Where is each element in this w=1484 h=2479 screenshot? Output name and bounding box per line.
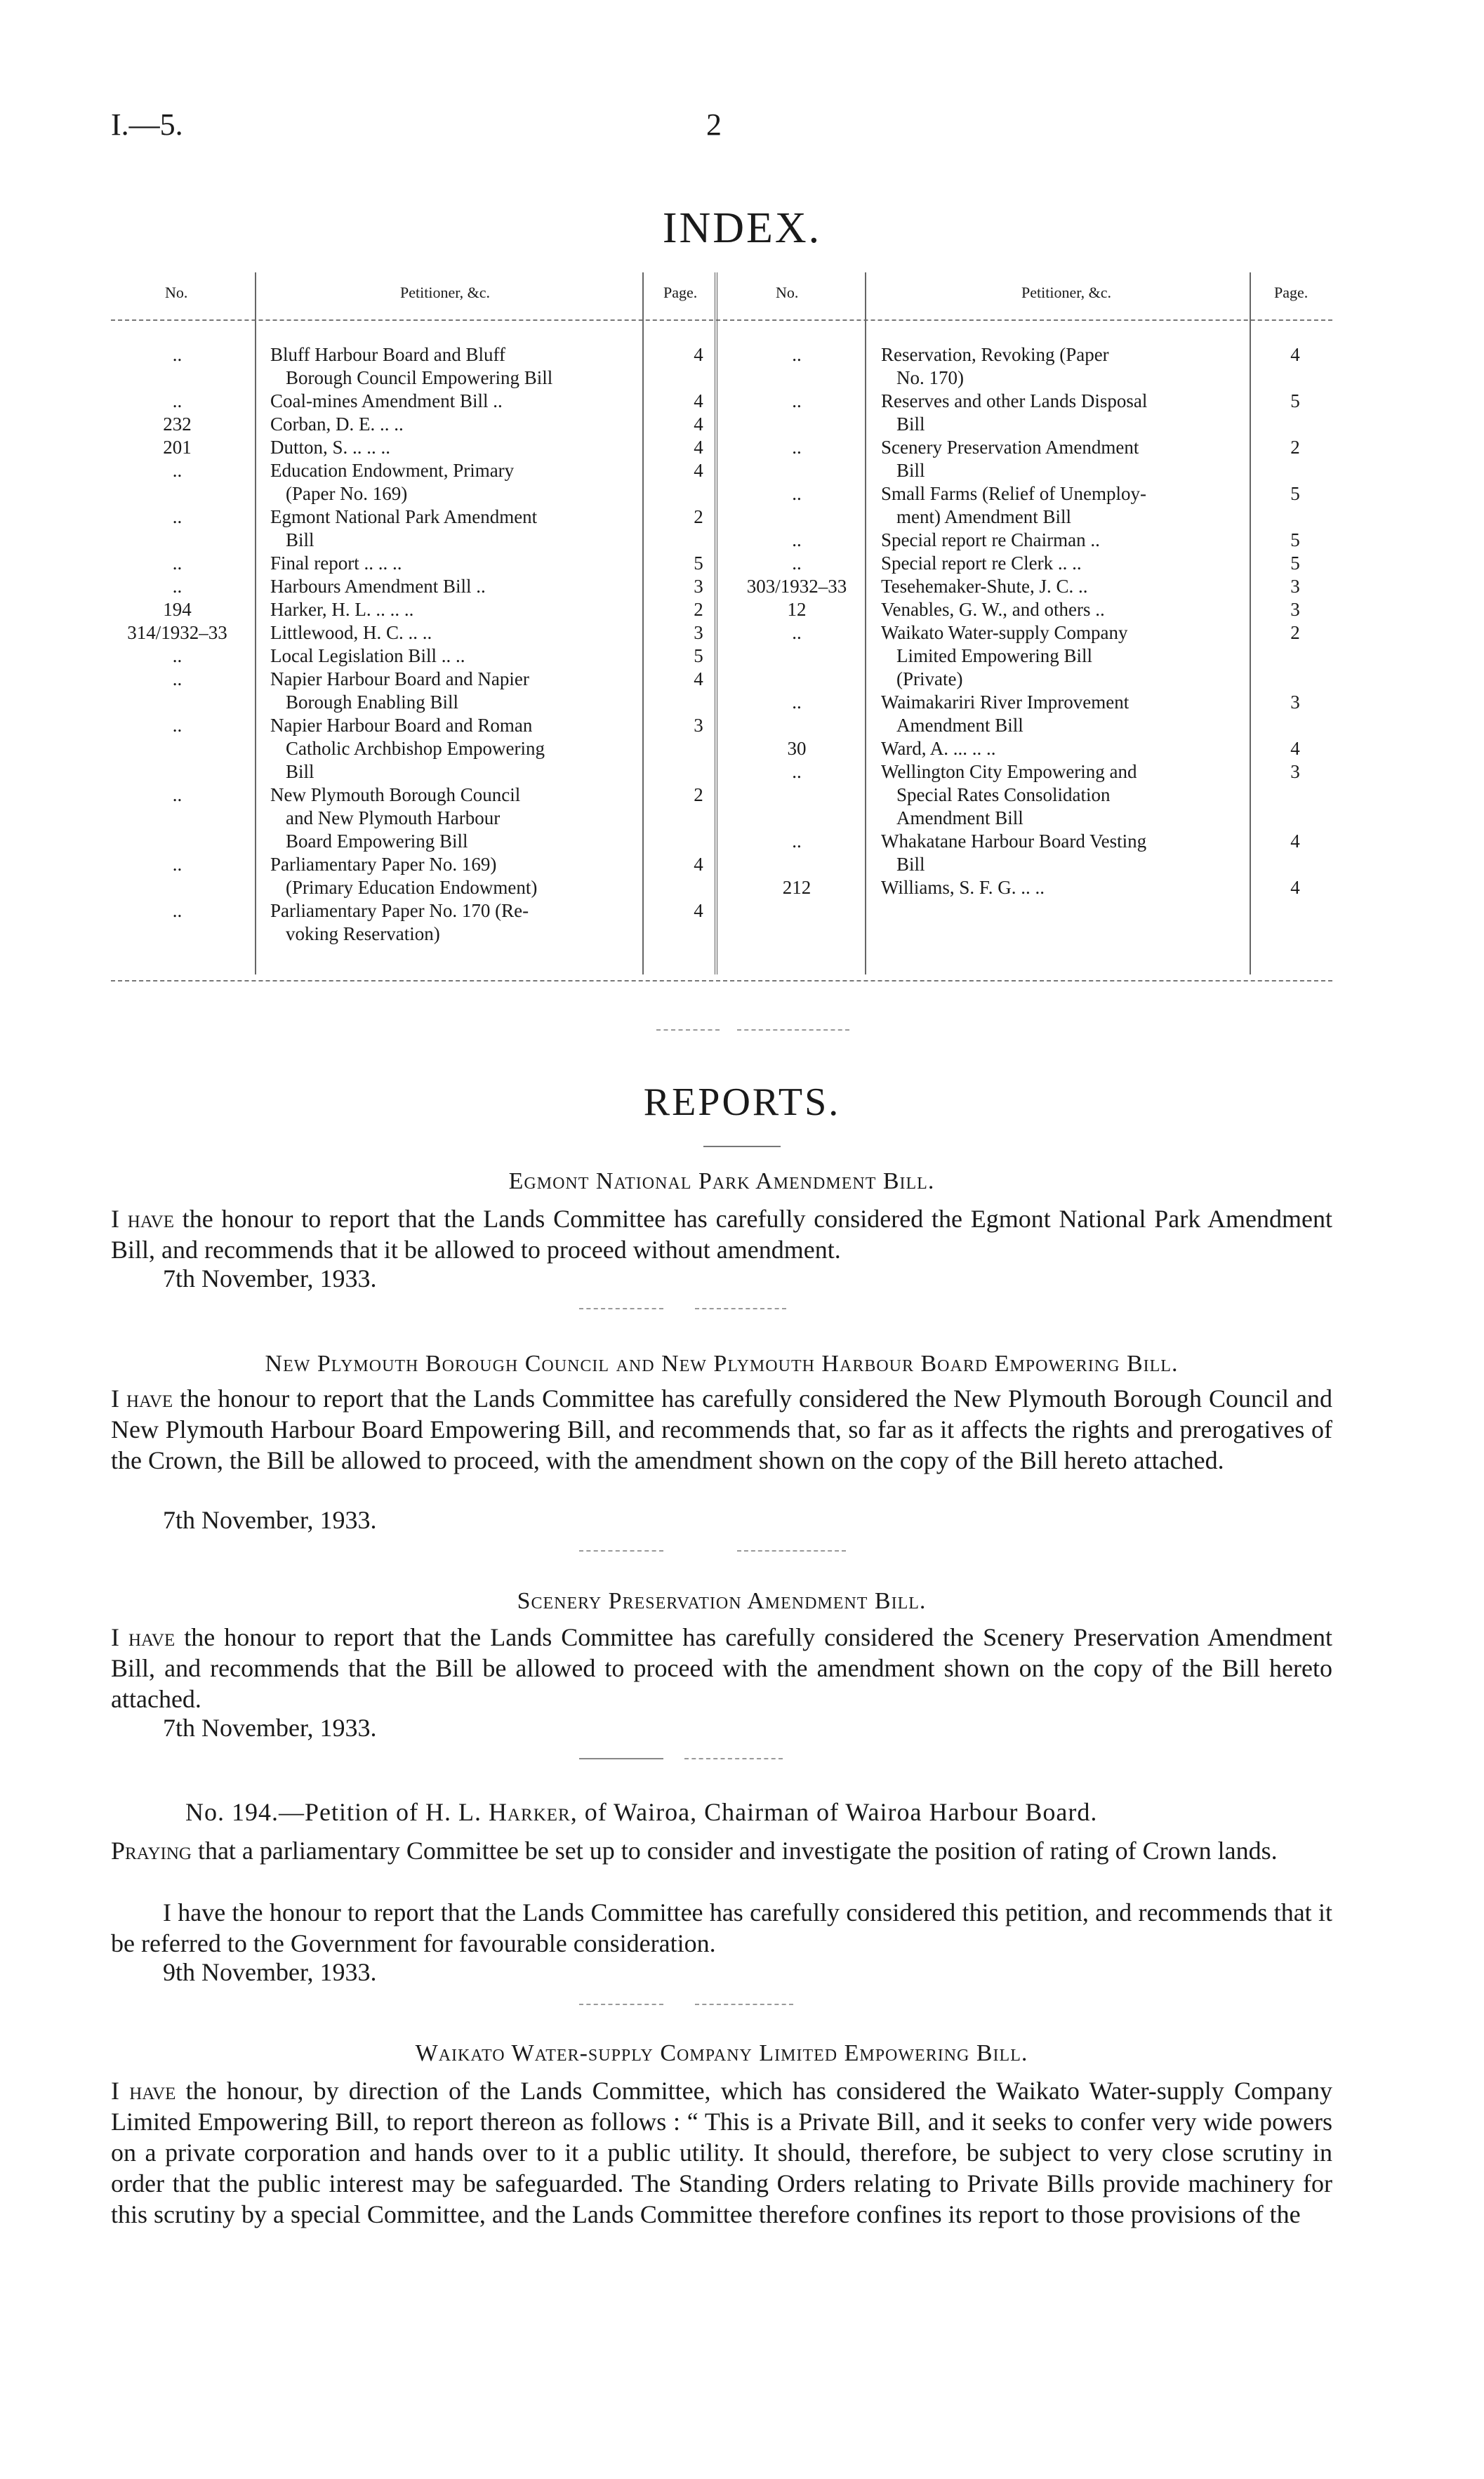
index-entry-number: .. — [172, 715, 183, 736]
index-entry-line: (Primary Education Endowment) — [286, 877, 538, 898]
index-row — [744, 876, 1323, 899]
index-entry-line: Reserves and other Lands Disposal — [881, 390, 1148, 411]
index-entry-petitioner — [881, 737, 1278, 760]
index-entry-petitioner — [881, 760, 1278, 830]
index-entry-number: 303/1932–33 — [746, 576, 847, 597]
index-entry-line: and New Plymouth Harbour — [286, 807, 501, 828]
index-entry-number: 314/1932–33 — [127, 622, 227, 643]
index-entry-page: 4 — [694, 460, 703, 481]
index-entry-number: .. — [792, 529, 802, 550]
index-entry-page: 5 — [1290, 553, 1300, 574]
separator — [579, 1758, 663, 1759]
index-entry-petitioner — [881, 691, 1278, 737]
index-entry-number: .. — [172, 645, 183, 666]
index-entry-line: Reservation, Revoking (Paper — [881, 344, 1109, 365]
index-entry-line: Amendment Bill — [896, 807, 1023, 828]
index-entry-line: Bill — [896, 414, 925, 435]
index-entry-page: 3 — [694, 576, 703, 597]
index-entry-petitioner — [270, 621, 741, 644]
index-entry-line: Board Empowering Bill — [286, 831, 468, 852]
index-bottom-rule — [111, 980, 1332, 981]
index-row — [744, 621, 1323, 691]
col-header-page: Page. — [663, 284, 698, 301]
reports-title: REPORTS. — [643, 1080, 841, 1124]
index-entry-line: Small Farms (Relief of Unemploy- — [881, 483, 1146, 504]
index-entry-petitioner — [881, 876, 1278, 899]
index-entry-petitioner — [270, 459, 741, 505]
index-entry-petitioner — [270, 436, 741, 459]
col-header-no: No. — [776, 284, 799, 301]
index-entry-number: .. — [172, 900, 183, 921]
index-entry-petitioner — [881, 830, 1278, 876]
index-entry-number: .. — [792, 390, 802, 411]
index-entry-page: 3 — [694, 622, 703, 643]
index-entry-line: Bluff Harbour Board and Bluff — [270, 344, 505, 365]
index-row — [744, 598, 1323, 621]
index-entry-number: .. — [792, 761, 802, 782]
index-column-headers — [116, 270, 741, 313]
index-row — [744, 482, 1323, 529]
index-entry-page: 3 — [1290, 761, 1300, 782]
report-heading-waikato: Waikato Water-supply Company Limited Empowering Bill. — [415, 2040, 1028, 2066]
index-entry-petitioner — [270, 413, 741, 436]
index-entry-number: .. — [792, 344, 802, 365]
document-reference: I.—5. — [111, 107, 183, 142]
index-entry-petitioner — [270, 714, 741, 784]
report-date-egmont: 7th November, 1933. — [163, 1264, 377, 1293]
index-left-column — [116, 270, 741, 944]
index-row — [116, 714, 741, 784]
index-entry-number: .. — [172, 784, 183, 805]
index-entry-petitioner — [270, 784, 741, 853]
index-entry-number: 212 — [782, 877, 811, 898]
index-entry-page: 5 — [1290, 529, 1300, 550]
separator — [695, 2004, 793, 2005]
index-entry-line: Parliamentary Paper No. 169) — [270, 854, 497, 875]
index-entry-line: Bill — [896, 460, 925, 481]
index-entry-line: Local Legislation Bill .. .. — [270, 645, 465, 666]
index-entry-line: Final report .. .. .. — [270, 553, 402, 574]
index-row — [116, 644, 741, 668]
index-entry-petitioner — [270, 668, 741, 714]
index-entry-number: .. — [172, 344, 183, 365]
index-entry-line: Egmont National Park Amendment — [270, 506, 538, 527]
separator — [684, 1758, 783, 1759]
index-entry-number: .. — [172, 390, 183, 411]
index-entry-petitioner — [881, 552, 1278, 575]
index-entry-number: .. — [792, 692, 802, 713]
index-entry-petitioner — [270, 343, 741, 390]
index-entry-line: Whakatane Harbour Board Vesting — [881, 831, 1147, 852]
index-entry-petitioner — [881, 343, 1278, 390]
index-rows-left — [116, 343, 741, 946]
index-entry-line: New Plymouth Borough Council — [270, 784, 521, 805]
index-row — [116, 343, 741, 390]
index-entry-petitioner — [270, 552, 741, 575]
separator — [579, 1550, 663, 1552]
index-entry-number: .. — [792, 831, 802, 852]
index-entry-line: Tesehemaker-Shute, J. C. .. — [881, 576, 1088, 597]
index-row — [116, 413, 741, 436]
index-entry-petitioner — [270, 575, 741, 598]
index-entry-line: Amendment Bill — [896, 715, 1023, 736]
index-entry-petitioner — [270, 598, 741, 621]
index-entry-number: 12 — [787, 599, 807, 620]
col-header-petitioner: Petitioner, &c. — [400, 284, 491, 301]
index-entry-page: 2 — [1290, 437, 1300, 458]
index-entry-number: .. — [172, 576, 183, 597]
index-row — [116, 505, 741, 552]
index-entry-page: 4 — [694, 344, 703, 365]
index-entry-page: 5 — [694, 645, 703, 666]
index-entry-line: Waikato Water-supply Company — [881, 622, 1128, 643]
index-entry-number: .. — [792, 622, 802, 643]
index-entry-line: Venables, G. W., and others .. — [881, 599, 1105, 620]
index-entry-number: .. — [172, 506, 183, 527]
index-row — [744, 529, 1323, 552]
index-header-rule — [111, 319, 1332, 321]
index-entry-petitioner — [270, 505, 741, 552]
index-entry-petitioner — [270, 390, 741, 413]
index-row — [116, 598, 741, 621]
index-entry-number: 194 — [163, 599, 192, 620]
index-row — [744, 390, 1323, 436]
index-row — [744, 760, 1323, 830]
index-row — [744, 691, 1323, 737]
report-body-egmont: I have the honour to report that the Lands Committee has carefully considered the Egmont National Park Amendment Bill, and recommends that it be allowed to proceed without amendment. — [111, 1205, 1332, 1264]
index-entry-line: Bill — [286, 529, 314, 550]
index-entry-line: Special report re Chairman .. — [881, 529, 1100, 550]
separator — [737, 1029, 849, 1031]
index-entry-page: 4 — [1290, 877, 1300, 898]
index-entry-page: 5 — [1290, 483, 1300, 504]
report-body-new-plymouth: I have the honour to report that the Lands Committee has carefully considered the New Plymouth Borough Council and New Plymouth Harbour Board Empowering Bill, and recommends that, so far as it affects the rights and prerogatives of the Crown, the Bill be allowed to proceed, with the amendment shown on the copy of the Bill hereto attached. — [111, 1384, 1332, 1474]
index-entry-number: 30 — [787, 738, 807, 759]
index-entry-line: Dutton, S. .. .. .. — [270, 437, 391, 458]
index-entry-line: Catholic Archbishop Empowering — [286, 738, 545, 759]
report-heading-scenery: Scenery Preservation Amendment Bill. — [517, 1588, 927, 1614]
index-entry-petitioner — [881, 529, 1278, 552]
page-number: 2 — [706, 107, 722, 142]
index-entry-number: .. — [172, 553, 183, 574]
index-entry-page: 5 — [1290, 390, 1300, 411]
report-heading-harker: No. 194.—Petition of H. L. Harker, of Wairoa, Chairman of Wairoa Harbour Board. — [185, 1798, 1098, 1826]
index-entry-page: 4 — [694, 390, 703, 411]
index-entry-line: (Private) — [896, 668, 963, 689]
index-entry-page: 3 — [1290, 599, 1300, 620]
col-header-no: No. — [165, 284, 188, 301]
index-entry-line: Coal-mines Amendment Bill .. — [270, 390, 503, 411]
index-entry-line: Special Rates Consolidation — [896, 784, 1111, 805]
report-body-waikato: I have the honour, by direction of the Lands Committee, which has considered the Waikato Water-supply Company Limited Empowering Bill, to report thereon as follows : “ This is a Private Bill, and it seeks to confer very wide powers on a private corporation and hands over to it a public utility. It should, therefore, be subject to very close scrutiny in order that the public interest may be safeguarded. The Standing Orders relating to Private Bills provide machinery for this scrutiny by a special Committee, and the Lands Committee therefore confines its report to those provisions of the — [111, 2077, 1333, 2228]
separator — [695, 1308, 786, 1309]
index-entry-page: 3 — [1290, 576, 1300, 597]
index-row — [116, 436, 741, 459]
index-entry-line: Corban, D. E. .. .. — [270, 414, 404, 435]
index-entry-line: Scenery Preservation Amendment — [881, 437, 1139, 458]
index-row — [116, 853, 741, 899]
index-entry-number: .. — [792, 437, 802, 458]
index-entry-number: 232 — [163, 414, 192, 435]
separator — [579, 1308, 663, 1309]
index-entry-petitioner — [881, 621, 1278, 691]
index-row — [744, 737, 1323, 760]
index-entry-number: .. — [172, 460, 183, 481]
index-entry-line: (Paper No. 169) — [286, 483, 408, 504]
index-entry-line: Borough Council Empowering Bill — [286, 367, 553, 388]
index-entry-page: 2 — [1290, 622, 1300, 643]
report-body-scenery: I have the honour to report that the Lands Committee has carefully considered the Scenery Preservation Amendment Bill, and recommends that the Bill be allowed to proceed with the amendment shown on the copy of the Bill hereto attached. — [111, 1623, 1332, 1713]
index-entry-line: Borough Enabling Bill — [286, 692, 458, 713]
index-entry-number: 201 — [163, 437, 192, 458]
report-date-new-plymouth: 7th November, 1933. — [163, 1506, 377, 1534]
index-entry-petitioner — [270, 899, 741, 946]
index-entry-line: Napier Harbour Board and Napier — [270, 668, 529, 689]
index-entry-page: 4 — [1290, 738, 1300, 759]
index-entry-number: .. — [792, 553, 802, 574]
index-title: INDEX. — [662, 204, 822, 252]
index-entry-number: .. — [172, 668, 183, 689]
index-entry-page: 5 — [694, 553, 703, 574]
index-entry-page: 4 — [1290, 831, 1300, 852]
index-entry-petitioner — [881, 482, 1278, 529]
index-entry-page: 4 — [1290, 344, 1300, 365]
index-entry-petitioner — [881, 390, 1278, 436]
index-entry-page: 4 — [694, 437, 703, 458]
index-entry-line: Williams, S. F. G. .. .. — [881, 877, 1045, 898]
index-entry-line: Napier Harbour Board and Roman — [270, 715, 533, 736]
index-entry-page: 3 — [1290, 692, 1300, 713]
report-body-harker: Praying that a parliamentary Committee be set up to consider and investigate the position of rating of Crown lands. — [111, 1837, 1278, 1865]
index-entry-line: Special report re Clerk .. .. — [881, 553, 1082, 574]
index-entry-line: Waimakariri River Improvement — [881, 692, 1129, 713]
index-entry-petitioner — [881, 575, 1278, 598]
index-entry-petitioner — [270, 644, 741, 668]
index-row — [744, 343, 1323, 390]
separator — [656, 1029, 720, 1031]
index-entry-petitioner — [881, 598, 1278, 621]
index-entry-number: .. — [792, 483, 802, 504]
index-entry-page: 2 — [694, 599, 703, 620]
report-heading-egmont: Egmont National Park Amendment Bill. — [508, 1168, 935, 1194]
index-entry-line: Education Endowment, Primary — [270, 460, 515, 481]
index-rows-right — [744, 343, 1323, 899]
separator — [703, 1146, 781, 1147]
separator — [579, 2004, 663, 2005]
index-entry-petitioner — [881, 436, 1278, 482]
index-entry-page: 4 — [694, 414, 703, 435]
index-right-column — [744, 270, 1323, 898]
index-entry-page: 3 — [694, 715, 703, 736]
index-entry-number: .. — [172, 854, 183, 875]
index-entry-page: 2 — [694, 784, 703, 805]
index-row — [116, 784, 741, 853]
index-row — [744, 552, 1323, 575]
index-row — [116, 459, 741, 505]
report-body-harker-2: I have the honour to report that the Lands Committee has carefully considered this petition, and recommends that it be referred to the Government for favourable consideration. — [111, 1898, 1332, 1957]
index-entry-line: voking Reservation) — [286, 923, 440, 944]
index-row — [116, 575, 741, 598]
index-entry-line: No. 170) — [896, 367, 964, 388]
index-entry-page: 4 — [694, 668, 703, 689]
report-date-harker: 9th November, 1933. — [163, 1958, 377, 1986]
report-heading-new-plymouth: New Plymouth Borough Council and New Plymouth Harbour Board Empowering Bill. — [265, 1351, 1179, 1377]
index-entry-line: Harbours Amendment Bill .. — [270, 576, 486, 597]
report-date-scenery: 7th November, 1933. — [163, 1714, 377, 1742]
index-row — [744, 436, 1323, 482]
col-header-petitioner: Petitioner, &c. — [1021, 284, 1112, 301]
index-entry-page: 4 — [694, 854, 703, 875]
index-entry-line: Littlewood, H. C. .. .. — [270, 622, 432, 643]
index-entry-page: 4 — [694, 900, 703, 921]
index-entry-line: Parliamentary Paper No. 170 (Re- — [270, 900, 529, 921]
index-entry-page: 2 — [694, 506, 703, 527]
index-entry-line: Harker, H. L. .. .. .. — [270, 599, 414, 620]
col-header-page: Page. — [1274, 284, 1309, 301]
index-entry-petitioner — [270, 853, 741, 899]
index-row — [116, 390, 741, 413]
index-entry-line: Wellington City Empowering and — [881, 761, 1137, 782]
index-entry-line: Bill — [286, 761, 314, 782]
index-row — [116, 899, 741, 946]
index-row — [744, 830, 1323, 876]
index-column-headers — [744, 270, 1323, 313]
separator — [737, 1550, 846, 1552]
index-row — [116, 668, 741, 714]
index-row — [116, 552, 741, 575]
index-row — [116, 621, 741, 644]
index-row — [744, 575, 1323, 598]
index-entry-line: Limited Empowering Bill — [896, 645, 1092, 666]
index-entry-line: Bill — [896, 854, 925, 875]
index-entry-line: Ward, A. ... .. .. — [881, 738, 996, 759]
index-entry-line: ment) Amendment Bill — [896, 506, 1071, 527]
